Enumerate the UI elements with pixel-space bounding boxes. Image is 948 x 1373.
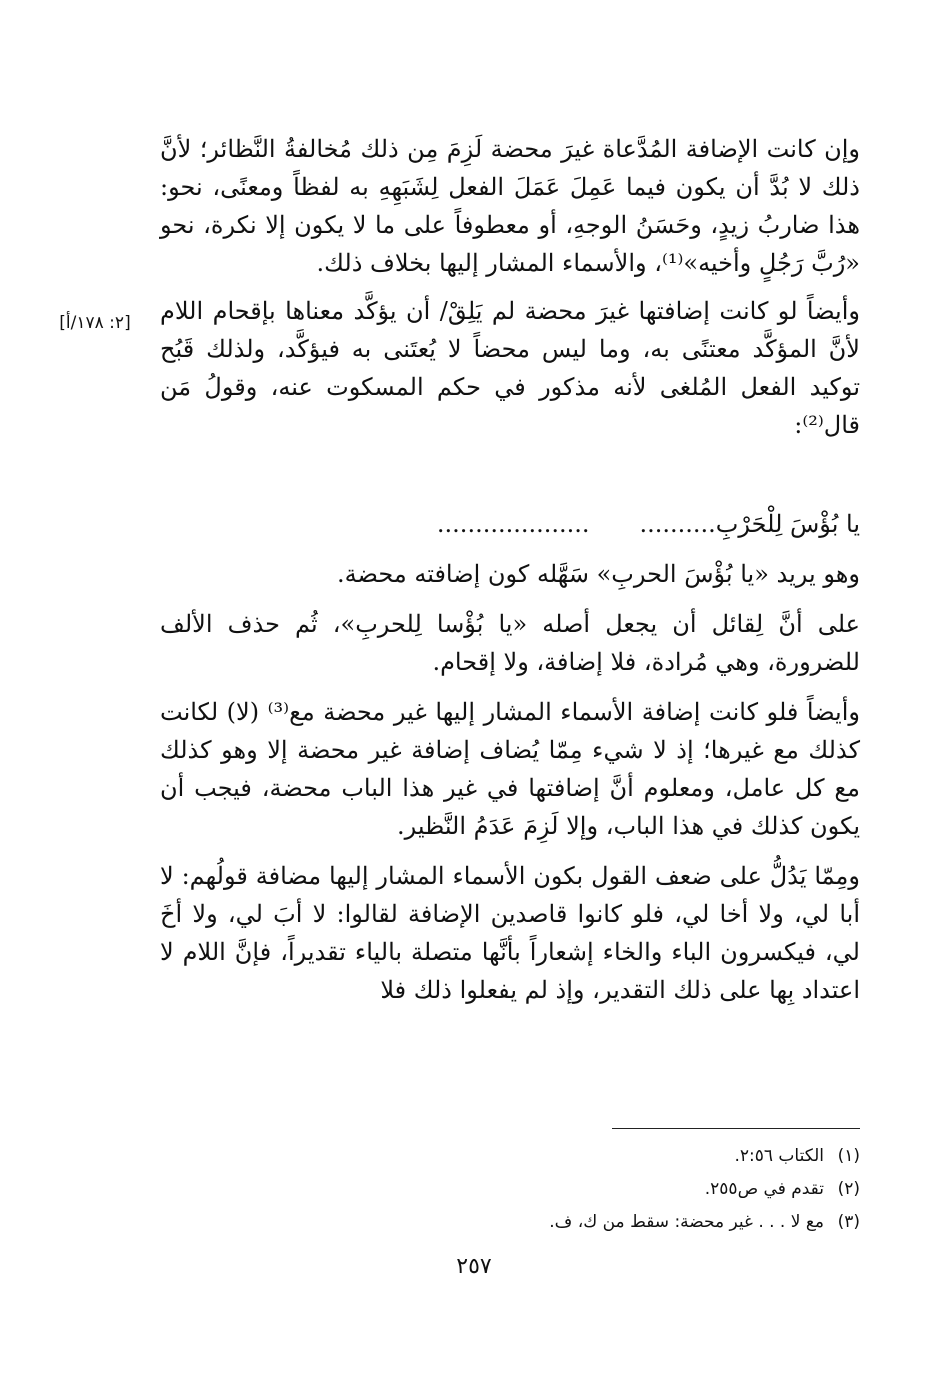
paragraph-1: وإن كانت الإضافة المُدَّعاة غيرَ محضة لَزِمَ مِن ذلك مُخالفةُ النَّظائر؛ لأنَّ ذلك لا بُدَّ أن يكون فيما عَمِلَ عَمَلَ الفعل لِشَبَهِهِ به لفظاً ومعنًى، نحو: هذا ضاربُ زيدٍ، وحَسَنُ الوجهِ، أو معطوفاً على ما لا يكون إلا نكرة، نحو «رُبَّ رَجُلٍ وأخيه»⁽¹⁾، والأسماء المشار إليها بخلاف ذلك.	[160, 135, 860, 277]
body-text-top	[160, 130, 860, 444]
verse-line	[160, 505, 860, 543]
footnote-1-text: الكتاب ٢:٥٦.	[734, 1146, 824, 1166]
margin-reference: [٢: ١٧٨/أ]	[59, 313, 131, 333]
paragraph-5: وأيضاً فلو كانت إضافة الأسماء المشار إليها غير محضة مع⁽³⁾ (لا) لكانت كذلك مع غيرها؛ إذ لا شيء مِمّا يُضاف إضافة غير محضة إلا وهو كذلك مع كل عامل، ومعلوم أنَّ إضافتها في غير هذا الباب محضة، فيجب أن يكون كذلك في هذا الباب، وإلا لَزِمَ عَدَمُ النَّظير.	[160, 698, 860, 840]
footnote-3	[300, 1206, 860, 1239]
page-number: ٢٥٧	[456, 1254, 492, 1279]
footnote-2-text: تقدم في ص٢٥٥.	[704, 1179, 824, 1199]
paragraph-3: وهو يريد «يا بُؤْسَ الحربِ» سَهَّله كون إضافته محضة.	[337, 560, 860, 588]
verse-second-hemistich: ....................	[436, 510, 590, 538]
verse-first-hemistich: يا بُؤْسَ لِلْحَرْبِ..........	[639, 510, 860, 538]
footnote-1	[300, 1140, 860, 1173]
paragraph-6: ومِمّا يَدُلُّ على ضعف القول بكون الأسماء المشار إليها مضافة قولُهم: لا أبا لي، ولا أخا لي، فلو كانوا قاصدين الإضافة لقالوا: لا أبَ لي، ولا أخَ لي، فيكسرون الباء والخاء إشعاراً بأنَّها متصلة بالياء تقديراً، فإنَّ اللام لا اعتداد بِها على ذلك التقدير، وإذ لم يفعلوا ذلك فلا	[160, 862, 860, 1004]
paragraph-2: وأيضاً لو كانت إضافتها غيرَ محضة لم يَلِقْ/ أن يؤكَّد معناها بإقحام اللام لأنَّ المؤكَّد معتنًى به، وما ليس محضاً لا يُعتَنى به فيؤكَّد، ولذلك قَبُح توكيد الفعل المُلغى لأنه مذكور في حكم المسكوت عنه، وقولُ مَن قال⁽²⁾:	[160, 297, 860, 439]
footnotes	[300, 1140, 860, 1239]
footnote-divider	[612, 1128, 860, 1129]
footnote-3-text: مع لا . . . غير محضة: سقط من ك، ف.	[549, 1212, 824, 1232]
body-text-bottom	[160, 555, 860, 1009]
paragraph-4: على أنَّ لِقائل أن يجعل أصله «يا بُؤْسا لِلحربِ»، ثُم حذف الألف للضرورة، وهي مُرادة، فلا إضافة، ولا إقحام.	[160, 610, 860, 676]
footnote-2	[300, 1173, 860, 1206]
footnote-1-number: (١)	[837, 1146, 860, 1166]
footnote-2-number: (٢)	[837, 1179, 860, 1199]
footnote-3-number: (٣)	[837, 1212, 860, 1232]
